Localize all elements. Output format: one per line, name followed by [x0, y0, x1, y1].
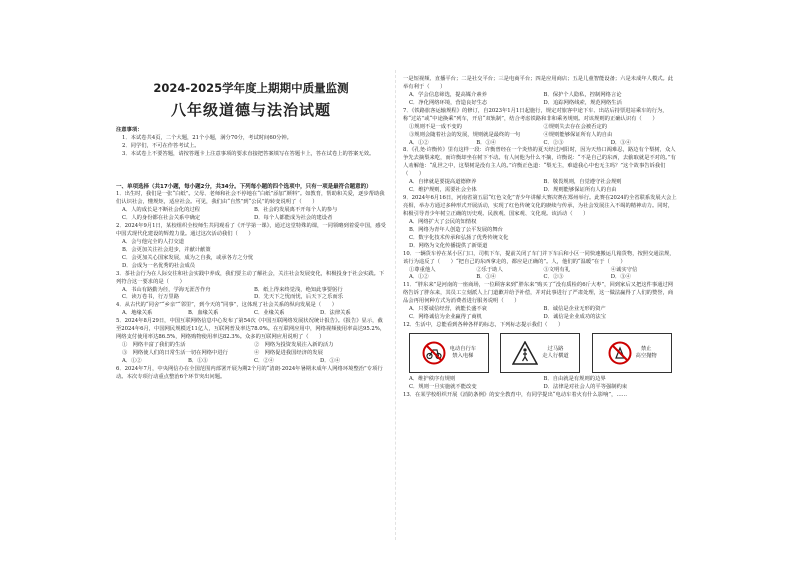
note-item-2: 2．同学们，不可在作答考试上。 [122, 142, 200, 149]
left-question-text: 3．茶社会行为在人际交往和社会实践中养成，我们要主动了解社会，关注社会发展变化，积极投身于社会实践。下列符合这一要求的是（ ） [116, 270, 385, 285]
left-column [116, 183, 386, 382]
right-option-row [403, 267, 678, 275]
right-question-text: 11．“胖东来”是河南的一座商场，一位顾客来到“胖东来”购买了“没有质检的6斤大枣”，回到家后又把这件事通过网络告诉了胖东来，其员工立刻派人上门道歉并给予补偿，并对此事进行了严肃处理，这一做法赢得了人们的赞誉，商品会再用何种方式为消费者进行服务说明（ ） [403, 282, 674, 305]
left-option-row [116, 358, 386, 366]
right-option: D．③④ [610, 274, 631, 281]
right-option: A．网络扩大了公民的知情权 [409, 218, 477, 225]
q12-option-d: D．法律是对社会人的平等强制约束 [543, 383, 628, 390]
right-option-row [403, 314, 678, 322]
left-option: B．社会的发展离不开每个人的参与 [254, 207, 338, 214]
right-option: ②规则失去存在会被否定的 [543, 123, 608, 130]
right-option-row [403, 219, 678, 227]
right-question-text: 7．《铁路旅客运输规程》的修订，自2023年1月1日起施行，规定对旅客中途下车、出站后持票进站乘车的行为，称“过站”或“中途换乘”列车，开启“双轨制”，结合考虑铁路和非和乘务规则。对该规则的正确认识有（ ） [403, 107, 668, 122]
notes-heading: 注意事项： [116, 127, 143, 133]
right-option: A．只要诚信经营，就能长盛不衰 [409, 306, 487, 313]
left-question-text: 2．2024年9月1日，某校组织全校师生共同观看了《开学第一课》，通过这堂特殊的课，一同领略到着爱中国，感受中国式现代化建设的辉煌力量。通过这次活动我们（ ） [116, 223, 386, 237]
right-option-row [403, 243, 678, 251]
left-option-row [116, 263, 386, 271]
left-option-row [116, 247, 386, 255]
q6-option-b: B．保护个人隐私，控制网络言论 [543, 91, 622, 98]
left-option: D．每个人都能成为社会的建设者 [254, 215, 333, 222]
left-option: B．血缘关系 [188, 310, 219, 317]
right-option: B．诚信是企业无形的资产 [543, 306, 606, 313]
right-question-text: 9．2024年6月16日，河南省第五届“红色文化”青少年讲解大赛决赛在郑州举行。此赛在2024的全省联系发展大会上亮相，举办方通过多种形式开展活动，实现了红色传统文化的赓续与传承，为社会发展注入不竭的精神动力。同时，积极引导青少年树立正确的历史观、民族观、国家观、文化观。该活动（ ） [403, 195, 677, 217]
right-option: ①规则不是一成不变的 [409, 123, 462, 130]
left-option: C．读万卷书，行万里路 [122, 294, 180, 301]
right-option: C．维护规则，需要社会全体 [409, 187, 477, 194]
left-option: A．会与他完全的人打交道 [122, 238, 185, 245]
right-option: A．自律就是要提高道德修养 [409, 179, 477, 186]
left-option-row [116, 342, 386, 350]
left-option: C．②④ [254, 357, 274, 364]
right-option-row [403, 235, 678, 243]
sign-no-throw [592, 333, 672, 373]
pedestrian-crossing-icon [512, 341, 538, 365]
no-ebike-icon [422, 341, 446, 365]
right-option: B．敬畏规则，自觉遵守社会规则 [543, 179, 622, 186]
exam-title: 2024-2025学年度上期期中质量监测 [153, 81, 349, 95]
sign-no-throw-label: 禁止 高空抛物 [635, 346, 657, 359]
left-question-text: 4．从古代的“同舍”“乡亲”“邻里”，到今天的“同事”，这体现了社会关系的纵向发展是（ ） [116, 302, 338, 309]
right-question-text: 12．生活中，总能看到各种各样的标志，下列标志提示我们（ ） [403, 322, 564, 329]
right-question-text: 10．一辆货车停在某小区门口，司机下车，提前关闭了车门并下车后和小区一同快速搬运几箱货物，按照交通法规，该行为违反了（ ）“把自己的东西拿走的，都应是正确的”。人，他们的“温暖”在于（ ） [403, 250, 675, 265]
left-option: D．①④ [320, 357, 341, 364]
left-option: B．会更加关注社会进步，并献计献策 [122, 246, 211, 253]
right-option-row [403, 187, 678, 195]
sign-row [403, 333, 678, 373]
left-option: D．法律关系 [320, 310, 351, 317]
no-throwing-icon [608, 341, 632, 365]
right-option-row [403, 179, 678, 187]
sign-ebike [409, 333, 489, 373]
right-option: C．②③ [543, 139, 564, 146]
subject-title: 八年级道德与法治试题 [170, 101, 331, 119]
left-option: C．业缘关系 [254, 310, 285, 317]
left-option: B．①③ [188, 357, 208, 364]
left-option: C．会更加关心国家发展，成为之自我，或承各方之分忧 [122, 254, 254, 261]
left-option: A．书山有路勤为径，学海无涯苦作舟 [122, 286, 211, 293]
left-option-row [116, 215, 386, 223]
sign-ebike-label: 电动自行车 禁入电梯 [449, 346, 477, 359]
right-option: ①尊重他人 [409, 266, 436, 273]
right-option: ③文明有礼 [543, 266, 570, 273]
q6-options-row-1 [403, 92, 678, 100]
left-option: D．会成为一名优秀的社会成员 [122, 262, 196, 269]
right-option: D．网络为文化传播提供了新渠道 [409, 242, 488, 249]
q6-option-d: D．追踪网络线索，规范网络生活 [543, 99, 622, 106]
note-item-1: 1．本试卷共4页，二个大题，21个小题，满分70分，考试时间60分钟。 [122, 134, 292, 141]
right-column [403, 76, 678, 400]
notes-block [116, 127, 386, 159]
left-option-row [116, 255, 386, 263]
right-option: ④诚实守信 [610, 266, 638, 273]
q12-option-a: A．维护秩序有规则 [409, 376, 456, 382]
right-option-row [403, 227, 678, 235]
left-option: D．先天下之忧而忧，后天下之乐而乐 [254, 294, 343, 301]
left-option: ② 网络为投资发展注入新的活力 [254, 342, 334, 349]
right-option-row [403, 306, 678, 314]
left-option: A．①② [122, 357, 142, 364]
left-option: ④ 网络促进我国经济的发展 [254, 350, 323, 356]
q6-option-c: C．净化网络环境，营造良好生态 [409, 99, 488, 106]
left-option: ① 网络丰富了我们的生活 [122, 342, 186, 349]
right-option-row [403, 132, 678, 140]
right-option: A．①② [409, 139, 429, 146]
note-item-3: 3．本试卷上不要答题，请按答题卡上注意事项的要求直接把答案填写在答题卡上，答在试卷上的答案无效。 [122, 150, 375, 157]
left-question-text: 6．2024年7月，中央网信办在全国范围内部署开展为期2个月的“清朗·2024年暑期未成年人网络环境整治”专项行动。本次专项行动重点整治6个环节突出问题。 [116, 365, 383, 380]
sign-crossing [500, 333, 580, 373]
left-option: ③ 网络使人们的日常生活一切在网络中进行 [122, 350, 228, 356]
left-question-text: 1．出生时，我们是一张“白纸”。父母、老师和社会不停地在“白纸”添加“颜料”。如教育，帮助和关爱，逐步帮助我们认识社会，懂规矩，适应社会。可见，我们由“自然”到“公民”的转变说明了（ ） [116, 191, 385, 206]
right-option: B．①④ [476, 139, 497, 146]
q13-text: 13．在某学校组织开展《消防条例》的安全教育中，有同学提出“电动车着火有什么影响”，…… [403, 391, 628, 398]
section1-heading: 一、单项选择（共17小题，每小题2分，共34分。下列每小题的四个选项中，只有一项是最符合题意的） [116, 184, 372, 190]
right-question-list [403, 108, 678, 330]
left-option-row [116, 350, 386, 358]
left-option: B．纸上得来终觉浅，绝知此事要躬行 [254, 286, 343, 293]
q12-options-row-1 [403, 376, 678, 384]
left-option: A．人的成长是不断社会化的过程 [122, 207, 200, 214]
right-option: C．数字化技术传承和弘扬了优秀传统文化 [409, 234, 509, 241]
right-option: A．①② [409, 274, 429, 281]
left-question-list [116, 191, 386, 382]
right-option: B．①④ [476, 274, 497, 281]
q12-option-c: C．规则一旦实施就不能改变 [409, 383, 477, 390]
right-option: D．规则能够保证所有人的自由 [543, 187, 617, 194]
left-option: A．地缘关系 [122, 310, 153, 317]
q6-option-a: A．学会信息筛选，提高媒介素养 [409, 91, 487, 98]
right-option: C．②③ [543, 274, 564, 281]
q6-options-row-2 [403, 100, 678, 108]
right-option: C．网络诚信为企业赢得了商机 [409, 314, 482, 321]
right-question-text: 8．《孔尧·许衡传》里有这样一段：许衡曾经在一个炎热的夏天经过河阳时，因为天热口渴难忍，路边有个梨树，众人争先去摘梨来吃，而许衡却坐在树下不动。有人问他为什么不摘，许衡说：“不是自己的东西，去偷取就是不对的。”有人劝解他：“乱世之中，这梨树是没有主人的。”许衡正色道：“梨无主，难道我心中也无主吗？”这个故事告诉我们（ ） [403, 147, 676, 178]
q12-option-b: B．自由就是有规则的边界 [543, 376, 606, 382]
right-option: B．网络为青年人创造了公平发展的舞台 [409, 226, 503, 233]
left-option-row [116, 239, 386, 247]
q12-options-row-2 [403, 384, 678, 392]
left-question-text: 5．2024年8月29日，中国互联网络信息中心发布了第54次《中国互联网络发展状况统计报告》。《报告》显示，截至2024年6月，中国网民规模近11亿人，互联网普及率达78.0%。在互联网应用中，网络视频使用率高达95.2%，网络支付使用率达86.5%，网络购物使用率达82.3%。众多的互联网应用说明了（ ） [116, 318, 386, 341]
left-option-row [116, 207, 386, 215]
sign-crossing-label: 过马路 走人行横道 [542, 346, 569, 359]
right-option: ④规则能够保证所有人的自由 [543, 131, 613, 138]
right-option: D．③④ [610, 139, 631, 146]
left-option: C．人的身份都在社会关系中确定 [122, 215, 201, 222]
right-option: ③规则会随着社会的发展，规则就是最终的一句 [409, 131, 521, 138]
fold-line [395, 70, 396, 540]
right-intro: 一是短视频、直播平台；二是社交平台；三是电商平台；四是应用商店；五是儿童智能设备；六是未成年人模式。此举有利于（ ） [403, 76, 674, 90]
right-option-row [403, 124, 678, 132]
right-option: D．诚信是企业成功的法宝 [543, 314, 607, 321]
right-option: ②乐于助人 [476, 266, 503, 273]
